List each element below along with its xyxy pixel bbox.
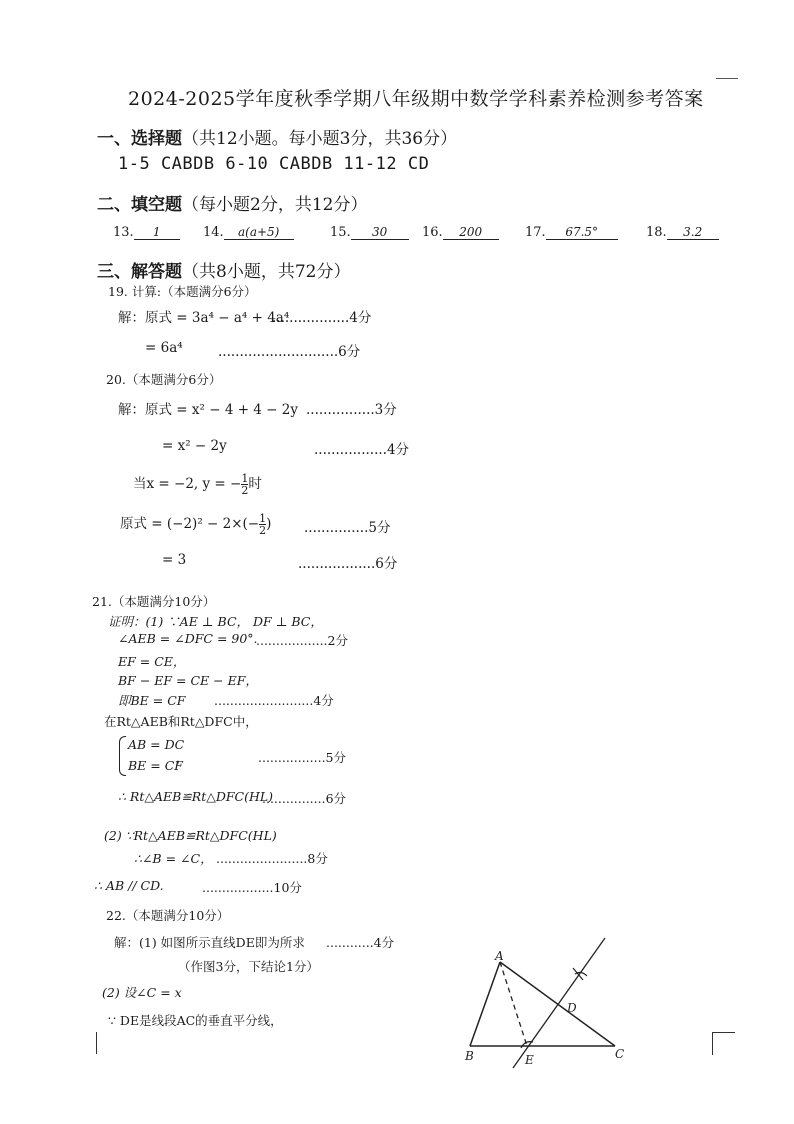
- q20-line3-suffix: 时: [248, 476, 262, 492]
- fill-answer: 3.2: [667, 225, 719, 240]
- q21-score11: ..................10分: [202, 880, 302, 895]
- section2-note: （每小题2分，共12分）: [182, 195, 368, 215]
- section1-title: 一、选择题: [97, 129, 182, 149]
- q20-line5: = 3: [162, 552, 187, 568]
- fill-answer: 67.5°: [546, 225, 618, 240]
- fill-item-16: [422, 225, 499, 240]
- q21-line7b: BE = CF: [128, 758, 183, 773]
- fraction-denominator: 2: [259, 524, 267, 537]
- q21-score8: ................6分: [262, 791, 347, 806]
- line-de: [513, 938, 605, 1068]
- label-c: C: [615, 1047, 625, 1061]
- q20-line3: [133, 472, 262, 496]
- section3-note: （共8小题，共72分）: [182, 262, 351, 282]
- fill-item-14: [203, 225, 294, 240]
- label-b: B: [465, 1049, 474, 1063]
- label-e: E: [525, 1053, 534, 1067]
- segment-ae-dashed: [500, 962, 527, 1046]
- fill-answer: 30: [351, 225, 409, 240]
- q20-line2: = x² − 2y: [162, 438, 227, 454]
- q22-line2: （作图3分，下结论1分）: [178, 959, 319, 974]
- fill-num: 18.: [646, 225, 667, 240]
- q20-line4-suffix: ): [266, 516, 272, 532]
- q20-line1: 解：原式 = x² − 4 + 4 − 2y: [118, 402, 298, 418]
- fill-num: 13.: [113, 225, 134, 240]
- q21-title: 21.（本题满分10分）: [92, 594, 216, 609]
- top-right-mark: [716, 78, 738, 79]
- label-d: D: [567, 1001, 577, 1015]
- crop-mark-right: [712, 1032, 735, 1055]
- section2-heading: [97, 190, 367, 215]
- q21-line1: 证明：(1) ∵AE ⊥ BC， DF ⊥ BC，: [108, 614, 323, 629]
- q20-title: 20.（本题满分6分）: [106, 372, 222, 387]
- fill-num: 16.: [422, 225, 443, 240]
- fill-item-18: [646, 225, 719, 240]
- section1-answers: 1-5 CABDB 6-10 CABDB 11-12 CD: [118, 154, 430, 174]
- q19-line2: = 6a⁴: [145, 340, 183, 356]
- q21-score2: ..................2分: [256, 633, 348, 648]
- q21-score5: .........................4分: [214, 693, 334, 708]
- q21-line6: 在Rt△AEB和Rt△DFC中，: [104, 714, 258, 729]
- q19-score1: ..................4分: [272, 310, 372, 326]
- q22-title: 22.（本题满分10分）: [106, 908, 230, 923]
- q21-line7a: AB = DC: [128, 737, 185, 752]
- fill-answer: 1: [134, 225, 180, 240]
- arc-mark-top-cross: [573, 968, 583, 980]
- q21-line7c: ，: [176, 750, 189, 765]
- page-title: 2024-2025学年度秋季学期八年级期中数学学科素养检测参考答案: [128, 88, 704, 110]
- q20-score5: ..................6分: [298, 556, 398, 572]
- fraction-denominator: 2: [241, 484, 249, 497]
- fill-num: 17.: [525, 225, 546, 240]
- triangle-figure: [455, 930, 645, 1075]
- q20-score1: ................3分: [306, 402, 397, 418]
- q20-line4: [120, 512, 271, 536]
- q21-line2: ∠AEB = ∠DFC = 90°.: [118, 631, 258, 646]
- fill-num: 14.: [203, 225, 224, 240]
- section3-title: 三、解答题: [97, 262, 182, 282]
- q20-score4: ...............5分: [304, 520, 391, 536]
- q20-line4-prefix: 原式 = (−2)² − 2×(−: [120, 516, 260, 532]
- q22-line1: 解：(1) 如图所示直线DE即为所求: [114, 935, 305, 950]
- crop-mark-left: [82, 1032, 97, 1054]
- q22-line3: (2) 设∠C = x: [102, 985, 182, 1000]
- fraction-numerator: 1: [241, 472, 249, 485]
- q21-line5: 即BE = CF: [118, 693, 186, 708]
- q19-line1: 解：原式 = 3a⁴ − a⁴ + 4a⁴: [118, 310, 290, 326]
- fill-item-15: [330, 225, 409, 240]
- q21-line4: BF − EF = CE − EF，: [118, 673, 258, 688]
- label-a: A: [495, 949, 504, 963]
- section1-heading: [97, 124, 457, 149]
- q20-score2: .................4分: [314, 442, 410, 458]
- fill-answer: 200: [443, 225, 499, 240]
- q22-line4: ∵ DE是线段AC的垂直平分线，: [108, 1013, 283, 1028]
- section2-title: 二、填空题: [97, 195, 182, 215]
- q21-line3: EF = CE，: [118, 654, 186, 669]
- fill-item-17: [525, 225, 618, 240]
- system-brace: [119, 736, 126, 776]
- q21-line8: ∴ Rt△AEB≌Rt△DFC(HL): [118, 789, 274, 804]
- q21-line9: (2) ∵Rt△AEB≌Rt△DFC(HL): [104, 828, 277, 843]
- q19-title: 19. 计算:（本题满分6分）: [108, 284, 257, 299]
- q19-score2: ............................6分: [218, 344, 361, 360]
- section1-note: （共12小题。每小题3分，共36分）: [182, 129, 458, 149]
- q21-line10: ∴∠B = ∠C，: [134, 851, 213, 866]
- q21-score7: .................5分: [258, 750, 347, 765]
- q21-line11: ∴ AB // CD.: [94, 878, 164, 893]
- segment-ab: [470, 962, 500, 1046]
- fill-answer: a(a+5): [224, 225, 294, 240]
- q20-line3-prefix: 当x = −2, y = −: [133, 476, 242, 492]
- fill-num: 15.: [330, 225, 351, 240]
- q21-score10: .......................8分: [216, 851, 328, 866]
- fill-item-13: [113, 225, 180, 240]
- q22-score1: ............4分: [326, 935, 395, 950]
- fraction-numerator: 1: [259, 512, 267, 525]
- section3-heading: [97, 257, 350, 282]
